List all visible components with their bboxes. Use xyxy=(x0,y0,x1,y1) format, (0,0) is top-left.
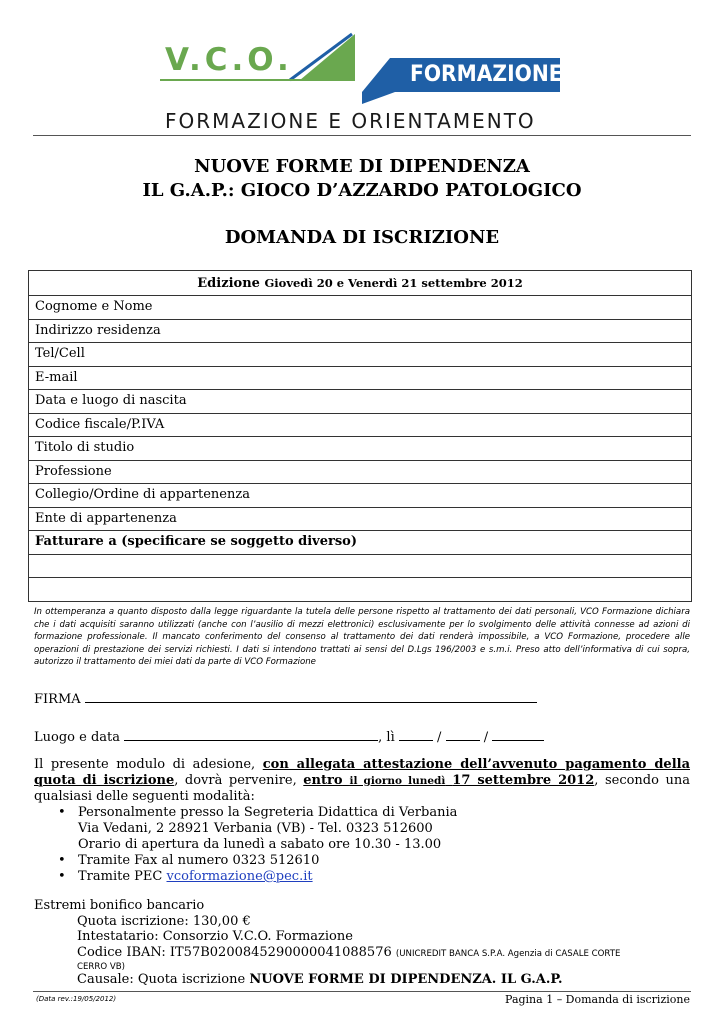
field-tel[interactable]: Tel/Cell xyxy=(29,343,692,367)
list-item: • Tramite PEC vcoformazione@pec.it xyxy=(58,869,313,884)
footer-divider xyxy=(33,991,691,992)
bullet-icon: • xyxy=(58,805,66,820)
bonifico-iban-row: Codice IBAN: IT57B0200845290000041088576 (UNICREDIT BANCA S.P.A. Agenzia di CASALE CORTE xyxy=(77,944,621,960)
bonifico-title: Estremi bonifico bancario xyxy=(34,898,205,913)
billing-blank-row-2[interactable] xyxy=(29,578,692,602)
bonifico-quota: Quota iscrizione: 130,00 € xyxy=(77,913,251,929)
month-line[interactable] xyxy=(446,727,480,741)
bank-name: (UNICREDIT BANCA S.P.A. Agenzia di CASALE CORTE xyxy=(395,948,621,959)
instructions-end: , secondo una qualsiasi delle seguenti modalità: xyxy=(34,773,690,804)
luogo-label: Luogo e data xyxy=(34,730,120,745)
instructions-payment-note: con allegata attestazione dell’avvenuto pagamento della quota di iscrizione xyxy=(34,757,691,788)
field-collegio[interactable]: Collegio/Ordine di appartenenza xyxy=(29,484,692,508)
revision-date: (Data rev.:19/05/2012) xyxy=(36,995,117,1003)
iban-value: IT57B0200845290000041088576 xyxy=(169,944,392,960)
list-item: • Tramite Fax al numero 0323 512610 xyxy=(58,853,320,868)
delivery-methods-list xyxy=(58,805,457,885)
edition-cell xyxy=(29,271,692,296)
pec-email-link[interactable]: vcoformazione@pec.it xyxy=(166,869,313,884)
slash-2: / xyxy=(483,730,489,745)
edition-dates: Giovedì 20 e Venerdì 21 settembre 2012 xyxy=(264,275,523,290)
instructions-intro: Il presente modulo di adesione, xyxy=(34,757,256,772)
field-codice-fiscale[interactable]: Codice fiscale/P.IVA xyxy=(29,413,692,437)
field-cognome-nome[interactable]: Cognome e Nome xyxy=(29,296,692,320)
billing-blank-row-1[interactable] xyxy=(29,554,692,578)
luogo-line[interactable] xyxy=(124,727,378,741)
logo-formazione-text: FORMAZIONE xyxy=(410,62,563,87)
luogo-row xyxy=(34,727,544,745)
year-line[interactable] xyxy=(492,727,544,741)
firma-row xyxy=(34,689,537,707)
bullet-icon: • xyxy=(58,869,66,884)
bullet-icon: • xyxy=(58,853,66,868)
instructions-deadline: entro il giorno lunedì 17 settembre 2012 xyxy=(303,773,595,788)
registration-table xyxy=(28,270,692,602)
instructions-mid: , dovrà pervenire, xyxy=(174,773,297,788)
bank-name-cont: CERRO VB) xyxy=(77,962,125,972)
firma-line[interactable] xyxy=(85,689,537,703)
logo-vco-text: V.C.O. xyxy=(165,42,293,78)
slash-1: / xyxy=(437,730,442,745)
field-indirizzo[interactable]: Indirizzo residenza xyxy=(29,319,692,343)
privacy-notice: In ottemperanza a quanto disposto dalla legge riguardante la tutela delle persone rispetto al trattamento dei dati personali, VCO Formazione dichiara che i dati acquisiti saranno utilizzati (anche con l’ausilio di mezzi elettronici) esclusivamente per lo svolgimento delle attività connesse ad azioni di formazione professionale. Il mancato conferimento del consenso al trattamento dei dati renderà impossibile, a VCO Formazione, procedere alle operazioni di prestazione dei servizi richiesti. I dati si intendono trattati ai sensi del D.Lgs 196/2003 e s.m.i. Preso atto dell’informativa di cui sopra, autorizzo il trattamento dei miei dati da parte di VCO Formazione xyxy=(34,607,690,667)
bonifico-intestatario: Intestatario: Consorzio V.C.O. Formazione xyxy=(77,929,353,944)
field-titolo-studio[interactable]: Titolo di studio xyxy=(29,437,692,461)
field-ente[interactable]: Ente di appartenenza xyxy=(29,507,692,531)
day-line[interactable] xyxy=(399,727,433,741)
title-line-1: NUOVE FORME DI DIPENDENZA xyxy=(194,156,530,177)
title-line-3: DOMANDA DI ISCRIZIONE xyxy=(224,227,500,248)
edition-label: Edizione xyxy=(197,275,260,291)
li-label: , lì xyxy=(378,730,395,745)
instructions-paragraph xyxy=(34,757,690,805)
field-professione[interactable]: Professione xyxy=(29,460,692,484)
bonifico-causale: Causale: Quota iscrizione NUOVE FORME DI DIPENDENZA. IL G.A.P. xyxy=(77,972,563,987)
firma-label: FIRMA xyxy=(34,692,81,707)
logo-subtitle: FORMAZIONE E ORIENTAMENTO xyxy=(165,109,536,133)
field-nascita[interactable]: Data e luogo di nascita xyxy=(29,390,692,414)
bank-transfer-details xyxy=(34,898,694,988)
logo-green-triangle xyxy=(300,34,355,80)
list-item: • Personalmente presso la Segreteria Didattica di Verbania Via Vedani, 2 28921 Verbania (VB) - Tel. 0323 512600 Orario di apertura da lunedì a sabato ore 10.30 - 13.00 xyxy=(58,805,458,852)
field-fatturare: Fatturare a (specificare se soggetto diverso) xyxy=(29,531,692,555)
header-divider xyxy=(33,135,691,136)
title-line-2: IL G.A.P.: GIOCO D’AZZARDO PATOLOGICO xyxy=(142,180,582,201)
page-number: Pagina 1 – Domanda di iscrizione xyxy=(505,993,690,1006)
field-email[interactable]: E-mail xyxy=(29,366,692,390)
